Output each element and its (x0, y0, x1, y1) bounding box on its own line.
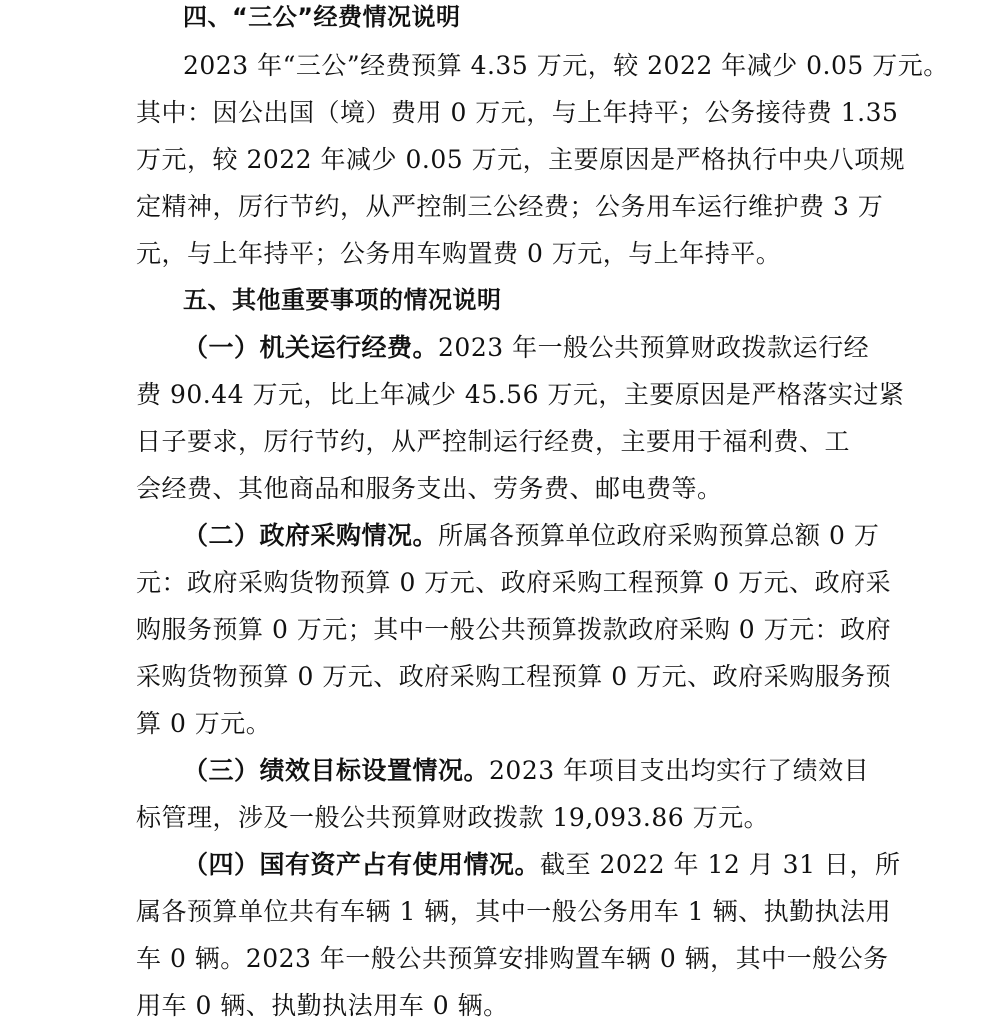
item-title-performance-targets: （三）绩效目标设置情况。 (183, 756, 490, 785)
item-first-line (183, 521, 879, 551)
paragraph-line: 属各预算单位共有车辆 1 辆，其中一般公务用车 1 辆、执勤执法用 (136, 897, 892, 926)
item-title-state-assets: （四）国有资产占有使用情况。 (183, 850, 541, 879)
item-text: 2023 年一般公共预算财政拨款运行经 (438, 333, 870, 362)
section-heading-other-matters: 五、其他重要事项的情况说明 (183, 286, 502, 314)
section-heading-three-public-expenses: 四、“三公”经费情况说明 (183, 3, 461, 31)
item-text: 2023 年项目支出均实行了绩效目 (489, 756, 870, 785)
paragraph-line: 日子要求，厉行节约，从严控制运行经费，主要用于福利费、工 (136, 427, 851, 456)
item-text: 所属各预算单位政府采购预算总额 0 万 (438, 521, 880, 550)
item-first-line (183, 756, 869, 786)
paragraph-line: 会经费、其他商品和服务支出、劳务费、邮电费等。 (136, 474, 723, 503)
paragraph-line: 购服务预算 0 万元；其中一般公共预算拨款政府采购 0 万元：政府 (136, 615, 892, 644)
paragraph-line: 费 90.44 万元，比上年减少 45.56 万元，主要原因是严格落实过紧 (136, 380, 905, 409)
paragraph-line: 标管理，涉及一般公共预算财政拨款 19,093.86 万元。 (136, 803, 770, 832)
item-text: 截至 2022 年 12 月 31 日，所 (540, 850, 901, 879)
paragraph-line: 万元，较 2022 年减少 0.05 万元，主要原因是严格执行中央八项规 (136, 145, 906, 174)
paragraph-line: 用车 0 辆、执勤执法用车 0 辆。 (136, 991, 509, 1020)
paragraph-line: 元，与上年持平；公务用车购置费 0 万元，与上年持平。 (136, 239, 782, 268)
paragraph-line: 2023 年“三公”经费预算 4.35 万元，较 2022 年减少 0.05 万元。 (183, 51, 949, 80)
paragraph-line: 元：政府采购货物预算 0 万元、政府采购工程预算 0 万元、政府采 (136, 568, 892, 597)
item-title-operating-expenses: （一）机关运行经费。 (183, 333, 439, 362)
paragraph-line: 采购货物预算 0 万元、政府采购工程预算 0 万元、政府采购服务预 (136, 662, 892, 691)
paragraph-line: 其中：因公出国（境）费用 0 万元，与上年持平；公务接待费 1.35 (136, 98, 899, 127)
paragraph-line: 车 0 辆。2023 年一般公共预算安排购置车辆 0 辆，其中一般公务 (136, 944, 889, 973)
paragraph-line: 算 0 万元。 (136, 709, 272, 738)
item-first-line (183, 333, 869, 363)
item-title-procurement: （二）政府采购情况。 (183, 521, 439, 550)
item-first-line (183, 850, 900, 880)
paragraph-line: 定精神，厉行节约，从严控制三公经费；公务用车运行维护费 3 万 (136, 192, 884, 221)
